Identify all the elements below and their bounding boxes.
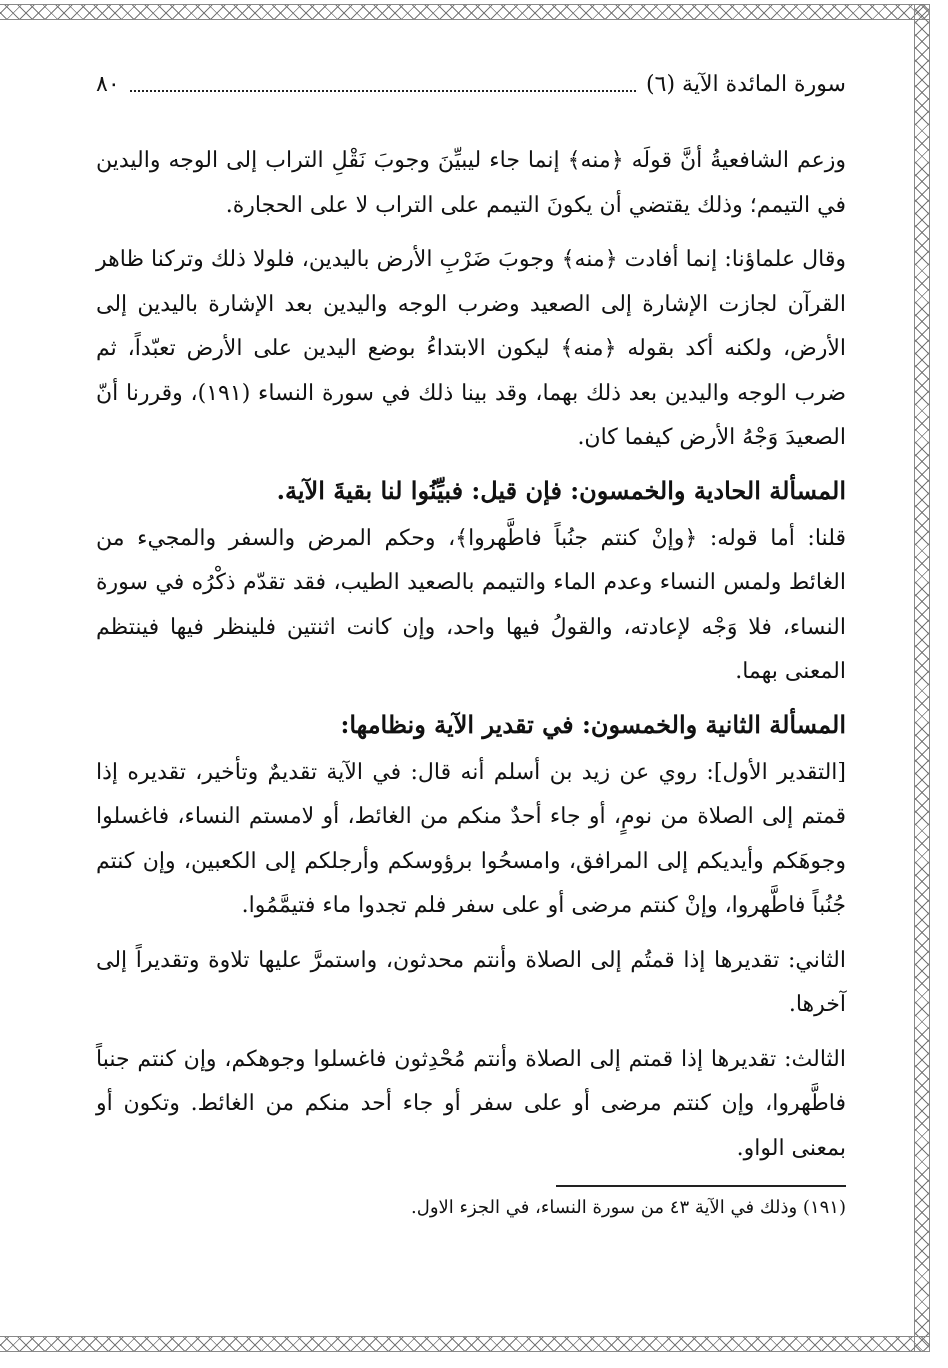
paragraph-third-estimation: الثالث: تقديرها إذا قمتم إلى الصلاة وأنتم مُحْدِثون فاغسلوا وجوهكم، وإن كنتم جنباً فاطَّهروا، وإن كنتم مرضى أو على سفر أو جاء أحد منكم من الغائط. وتكون أو بمعنى الواو.: [96, 1046, 846, 1161]
page-border-top: [0, 4, 930, 20]
paragraph-shafii-view: وزعم الشافعيةُ أنَّ قولَه ﴿منه﴾ إنما جاء ليبيِّنَ وجوبَ نَقْلِ التراب إلى الوجه واليدين في التيمم؛ وذلك يقتضي أن يكونَ التيمم على التراب لا على الحجارة.: [96, 148, 846, 218]
paragraph-second-estimation: الثاني: تقديرها إذا قمتُم إلى الصلاة وأنتم محدثون، واستمرَّ عليها تلاوة وتقديراً إلى آخرها.: [96, 947, 846, 1017]
running-header: [96, 60, 846, 108]
header-leader-dots: [130, 76, 636, 92]
page-body: [96, 60, 846, 1223]
section-heading-52: المسألة الثانية والخمسون: في تقدير الآية ونظامها:: [340, 709, 846, 739]
running-title: سورة المائدة الآية (٦): [646, 71, 846, 97]
paragraph-answer-51: قلنا: أما قوله: ﴿وإنْ كنتم جنُباً فاطَّهروا﴾، وحكم المرض والسفر والمجيء من الغائط ولمس النساء وعدم الماء والتيمم بالصعيد الطيب، فقد تقدّم ذكْرُه في سورة النساء، فلا وَجْه لإعادته، والقولُ فيها واحد، وإن كانت اثنتين فلينظر فيها فينتظم المعنى بهما.: [96, 525, 846, 684]
page-number: ٨٠: [96, 71, 120, 97]
page-border-bottom: [0, 1336, 930, 1352]
footnote-191: (١٩١) وذلك في الآية ٤٣ من سورة النساء، في الجزء الاول.: [411, 1197, 846, 1218]
footnote-separator: [556, 1185, 846, 1187]
page-border-right: [914, 4, 930, 1352]
section-heading-51: المسألة الحادية والخمسون: فإن قيل: فبيِّنُوا لنا بقيةَ الآية.: [276, 475, 846, 505]
paragraph-our-scholars-view: وقال علماؤنا: إنما أفادت ﴿منه﴾ وجوبَ ضَرْبِ الأرض باليدين، فلولا ذلك وتركنا ظاهر القرآن لجازت الإشارة إلى الصعيد وضرب الوجه واليدين بعد الإشارة باليدين إلى الأرض، ولكنه أكد بقوله ﴿منه﴾ ليكون الابتداءُ بوضع اليدين على الأرض تعبّداً، ثم ضرب الوجه واليدين بعد ذلك بهما، وقد بينا ذلك في سورة النساء (١٩١)، وقررنا أنّ الصعيدَ وَجْهُ الأرض كيفما كان.: [96, 247, 846, 450]
paragraph-first-estimation: [التقدير الأول]: روي عن زيد بن أسلم أنه قال: في الآية تقديمٌ وتأخير، تقديره إذا قمتم إلى الصلاة من نومٍ، أو جاء أحدٌ منكم من الغائط، أو لامستم النساء، فاغسلوا وجوهَكم وأيديكم إلى المرافق، وامسحُوا برؤوسكم وأرجلكم إلى الكعبين، وإن كنتم جُنُباً فاطَّهروا، وإنْ كنتم مرضى أو على سفر فلم تجدوا ماء فتيمَّمُوا.: [96, 759, 846, 918]
